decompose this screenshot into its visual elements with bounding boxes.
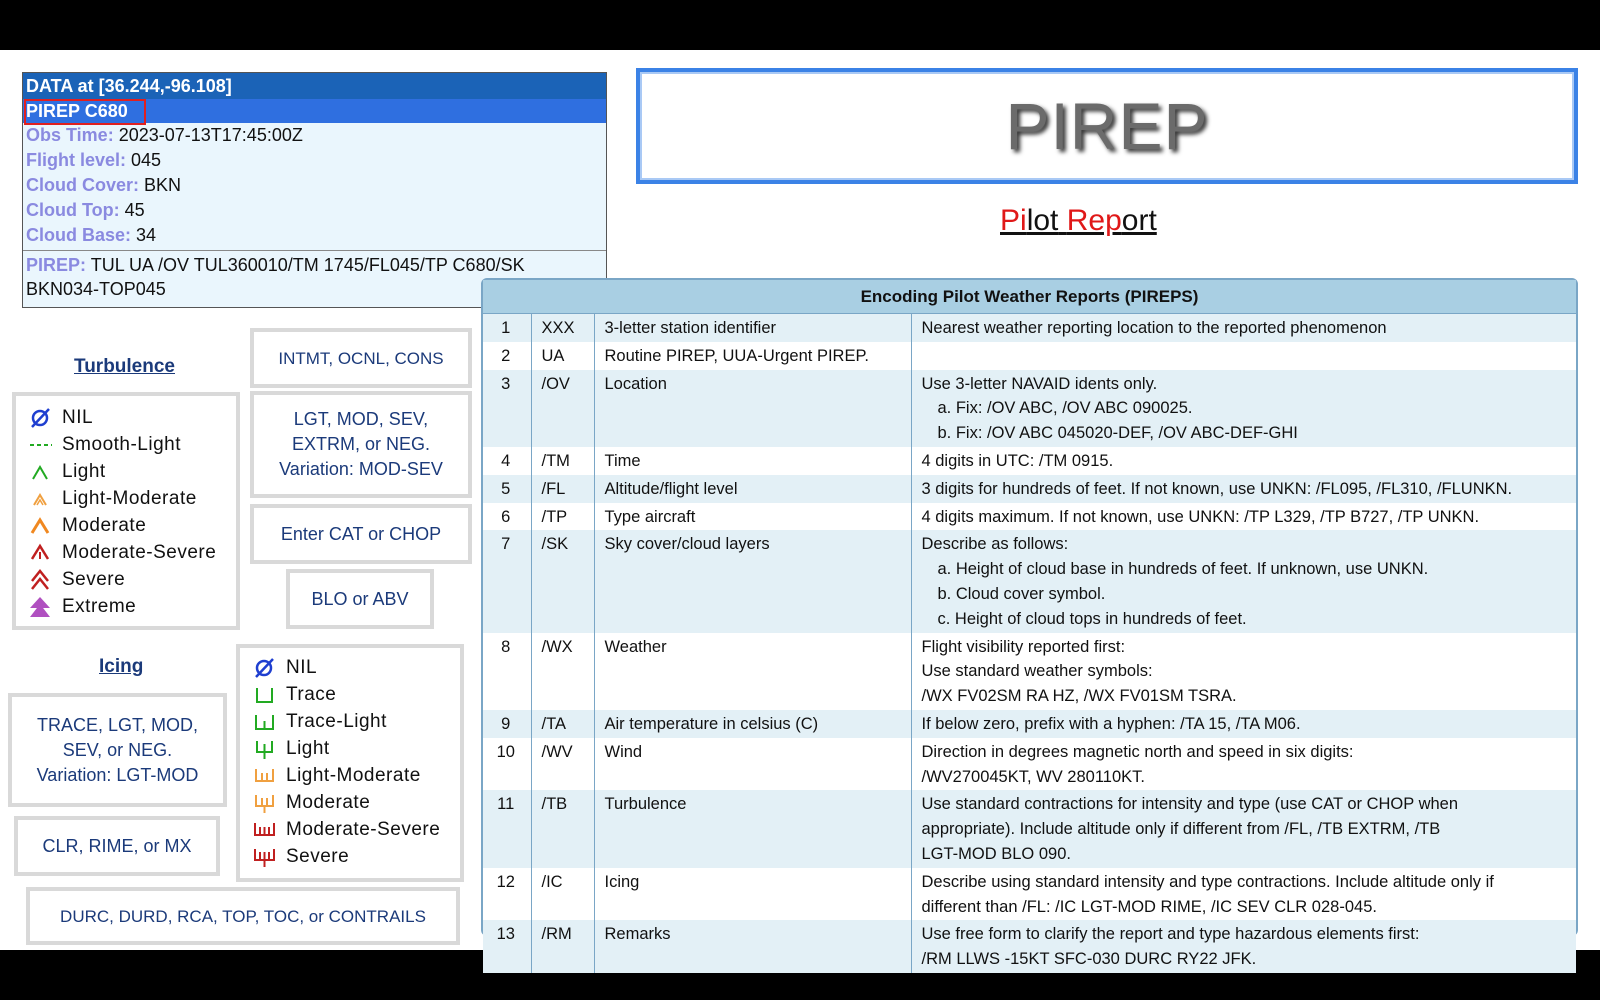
table-row	[483, 530, 1576, 632]
encoding-table	[481, 278, 1578, 969]
row-description-line: Flight visibility reported first:	[921, 637, 1126, 656]
popup-row	[23, 173, 606, 198]
legend-item	[240, 681, 460, 708]
popup-row-key: Obs Time:	[26, 125, 114, 145]
legend-item-label: NIL	[62, 406, 94, 428]
smooth-light-icon	[26, 433, 56, 457]
turbulence-frequency-box: INTMT, OCNL, CONS	[250, 328, 472, 388]
row-description-line: /WV270045KT, WV 280110KT.	[921, 767, 1145, 786]
page-title: PIREP	[1005, 89, 1209, 163]
row-description-line: Describe using standard intensity and type contractions. Include altitude only if	[921, 872, 1494, 891]
legend-item	[240, 789, 460, 816]
row-description-line: LGT-MOD BLO 090.	[921, 844, 1071, 863]
legend-item	[240, 654, 460, 681]
legend-item-label: Light-Moderate	[286, 764, 421, 786]
popup-subheader[interactable]	[23, 99, 606, 123]
moderate-severe-icing-icon	[250, 818, 280, 842]
row-element: Type aircraft	[594, 503, 911, 531]
legend-item-label: Moderate	[62, 514, 147, 536]
legend-item-label: Smooth-Light	[62, 433, 182, 455]
table-row	[483, 710, 1576, 738]
row-description-line: different than /FL: /IC LGT-MOD RIME, /IC SEV CLR 028-045.	[921, 897, 1377, 916]
light-icing-icon	[250, 737, 280, 761]
legend-item	[16, 431, 236, 458]
legend-item-label: Trace	[286, 683, 337, 705]
row-description-line: b. Cloud cover symbol.	[937, 584, 1106, 603]
subtitle-pi: Pi	[1000, 204, 1027, 237]
table-row	[483, 314, 1576, 342]
turbulence-legend	[12, 392, 240, 630]
subtitle-rep: Rep	[1066, 204, 1122, 237]
icing-intensity-line1: TRACE, LGT, MOD,	[36, 714, 198, 735]
row-element: Remarks	[594, 920, 911, 973]
popup-row-key: Cloud Base:	[26, 225, 132, 245]
row-code: UA	[531, 342, 594, 370]
popup-header: DATA at [36.244,-96.108]	[23, 73, 606, 99]
row-number: 2	[501, 346, 511, 365]
row-description-line: c. Height of cloud tops in hundreds of feet.	[937, 609, 1247, 628]
row-description	[911, 475, 1576, 503]
row-number: 9	[483, 710, 531, 738]
row-description	[911, 790, 1576, 867]
popup-row-value: 045	[131, 150, 162, 170]
row-description	[911, 868, 1576, 921]
moderate-severe-turb-icon	[26, 541, 56, 565]
row-description	[911, 633, 1576, 710]
light-moderate-icing-icon	[250, 764, 280, 788]
legend-item-label: NIL	[286, 656, 318, 678]
row-description	[911, 710, 1576, 738]
legend-item-label: Moderate-Severe	[62, 541, 217, 563]
popup-row	[23, 223, 606, 248]
title-box	[636, 68, 1578, 184]
table-row	[483, 633, 1576, 710]
turbulence-position-box: BLO or ABV	[286, 569, 434, 629]
row-code: /RM	[531, 920, 594, 973]
table-row	[483, 475, 1576, 503]
row-number: 12	[496, 872, 515, 891]
icing-legend	[236, 644, 464, 882]
table-row	[483, 342, 1576, 370]
table-row	[483, 503, 1576, 531]
turbulence-intensity-box	[250, 391, 472, 498]
legend-item-label: Severe	[286, 845, 350, 867]
row-code: /TB	[531, 790, 594, 867]
row-description-line: Nearest weather reporting location to the reported phenomenon	[921, 319, 1387, 337]
row-number: 3	[483, 370, 531, 447]
table-row	[483, 738, 1576, 791]
row-description-line: b. Fix: /OV ABC 045020-DEF, /OV ABC-DEF-GHI	[937, 424, 1298, 443]
legend-item-label: Severe	[62, 568, 126, 590]
legend-item-label: Light	[286, 737, 330, 759]
row-number: 11	[483, 790, 531, 867]
legend-item-label: Light-Moderate	[62, 487, 197, 509]
row-description	[911, 503, 1576, 531]
legend-item-label: Trace-Light	[286, 710, 387, 732]
legend-item	[240, 762, 460, 789]
turbulence-type-box: Enter CAT or CHOP	[250, 504, 472, 564]
row-code: /OV	[531, 370, 594, 447]
row-description	[911, 530, 1576, 632]
row-description-line: Use standard weather symbols:	[921, 662, 1153, 681]
row-description	[911, 342, 1576, 370]
legend-item-label: Moderate-Severe	[286, 818, 441, 840]
pirep-data-popup	[22, 72, 607, 308]
legend-item-label: Light	[62, 460, 106, 482]
icing-intensity-box	[8, 693, 227, 807]
popup-row-value: 34	[136, 225, 157, 245]
legend-item	[16, 458, 236, 485]
row-description-line: 3 digits for hundreds of feet. If not known, use UNKN: /FL095, /FL310, /FLUNKN.	[921, 479, 1513, 498]
row-element: Time	[594, 447, 911, 475]
row-description-line: a. Fix: /OV ABC, /OV ABC 090025.	[937, 399, 1193, 418]
row-element: Routine PIREP, UUA-Urgent PIREP.	[594, 342, 911, 370]
highlight-box	[24, 99, 146, 125]
row-description	[911, 920, 1576, 973]
legend-item	[16, 539, 236, 566]
legend-item	[240, 843, 460, 870]
icing-intensity-line2: SEV, or NEG.	[62, 739, 173, 760]
table-row	[483, 370, 1576, 447]
row-description	[911, 314, 1576, 342]
subtitle	[1000, 204, 1157, 238]
top-black-bar	[0, 0, 1600, 50]
extreme-turb-icon	[26, 595, 56, 619]
row-element: 3-letter station identifier	[594, 314, 911, 342]
row-number: 4	[501, 451, 511, 470]
remarks-contractions-box: DURC, DURD, RCA, TOP, TOC, or CONTRAILS	[26, 887, 460, 945]
row-code: XXX	[531, 314, 594, 342]
row-code: /WX	[531, 633, 594, 710]
legend-item	[16, 512, 236, 539]
row-element: Turbulence	[594, 790, 911, 867]
turb-intensity-line2: EXTRM, or NEG.	[291, 434, 430, 454]
turb-intensity-line3: Variation: MOD-SEV	[279, 459, 443, 479]
legend-item	[240, 816, 460, 843]
popup-row-value: 45	[124, 200, 145, 220]
popup-row-value: BKN	[144, 175, 182, 195]
row-element: Sky cover/cloud layers	[594, 530, 911, 632]
row-number: 13	[483, 920, 531, 973]
row-description	[911, 447, 1576, 475]
icing-type-box: CLR, RIME, or MX	[14, 816, 220, 876]
row-description-line: a. Height of cloud base in hundreds of feet. If unknown, use UNKN.	[937, 560, 1429, 579]
legend-item	[16, 593, 236, 620]
row-number: 5	[483, 475, 531, 503]
row-description-line: /WX FV02SM RA HZ, /WX FV01SM TSRA.	[921, 687, 1237, 706]
row-description-line: Direction in degrees magnetic north and speed in six digits:	[921, 742, 1354, 761]
legend-item	[240, 708, 460, 735]
row-element: Location	[594, 370, 911, 447]
legend-item	[16, 485, 236, 512]
trace-icing-icon	[250, 683, 280, 707]
row-code: /TM	[531, 447, 594, 475]
raw-pirep-key: PIREP:	[26, 255, 87, 275]
row-code: /TA	[531, 710, 594, 738]
row-description-line: /RM LLWS -15KT SFC-030 DURC RY22 JFK.	[921, 950, 1257, 969]
table-row	[483, 790, 1576, 867]
row-code: /TP	[531, 503, 594, 531]
row-description-line: appropriate). Include altitude only if different from /FL, /TB EXTRM, /TB	[921, 820, 1441, 839]
severe-turb-icon	[26, 568, 56, 592]
row-number: 7	[483, 530, 531, 632]
row-element: Wind	[594, 738, 911, 791]
row-number: 8	[501, 637, 511, 656]
subtitle-ort: ort	[1121, 204, 1157, 237]
row-number: 1	[483, 314, 531, 342]
row-number: 6	[501, 507, 511, 526]
moderate-turb-icon	[26, 514, 56, 538]
legend-item	[240, 735, 460, 762]
icing-intensity-line3: Variation: LGT-MOD	[36, 764, 199, 785]
light-moderate-turb-icon	[26, 487, 56, 511]
icing-heading: Icing	[99, 656, 144, 677]
row-code: /WV	[531, 738, 594, 791]
row-code: /SK	[531, 530, 594, 632]
legend-item	[16, 404, 236, 431]
row-description-line: Use standard contractions for intensity and type (use CAT or CHOP when	[921, 795, 1459, 814]
popup-row-key: Cloud Cover:	[26, 175, 140, 195]
table-row	[483, 447, 1576, 475]
popup-row	[23, 198, 606, 223]
row-element: Icing	[594, 868, 911, 921]
popup-row-key: Cloud Top:	[26, 200, 120, 220]
row-description-line: Use free form to clarify the report and type hazardous elements first:	[921, 925, 1420, 944]
popup-row-value: 2023-07-13T17:45:00Z	[118, 125, 303, 145]
popup-row-key: Flight level:	[26, 150, 127, 170]
severe-icing-icon	[250, 845, 280, 869]
row-description	[911, 738, 1576, 791]
raw-pirep-line1: TUL UA /OV TUL360010/TM 1745/FL045/TP C680/SK	[90, 255, 525, 275]
raw-pirep-line2: BKN034-TOP045	[26, 279, 166, 299]
popup-row	[23, 123, 606, 148]
turb-intensity-line1: LGT, MOD, SEV,	[293, 409, 429, 429]
row-element: Weather	[594, 633, 911, 710]
light-turb-icon	[26, 460, 56, 484]
row-element: Air temperature in celsius (C)	[594, 710, 911, 738]
row-description	[911, 370, 1576, 447]
legend-item-label: Extreme	[62, 595, 137, 617]
turbulence-heading: Turbulence	[74, 356, 175, 377]
table-row	[483, 920, 1576, 973]
nil-icon	[26, 406, 56, 430]
popup-subheader-label: PIREP C680	[26, 101, 128, 121]
row-code: /IC	[531, 868, 594, 921]
table-title: Encoding Pilot Weather Reports (PIREPS)	[483, 280, 1576, 314]
row-element: Altitude/flight level	[594, 475, 911, 503]
row-description-line: Use 3-letter NAVAID idents only.	[921, 374, 1158, 393]
table-row	[483, 868, 1576, 921]
subtitle-lot: lot	[1026, 204, 1059, 237]
row-description-line: If below zero, prefix with a hyphen: /TA 15, /TA M06.	[921, 714, 1301, 733]
moderate-icing-icon	[250, 791, 280, 815]
row-description-line: 4 digits in UTC: /TM 0915.	[921, 451, 1114, 470]
trace-light-icing-icon	[250, 710, 280, 734]
legend-item	[16, 566, 236, 593]
row-number: 10	[496, 742, 515, 761]
row-description-line: Describe as follows:	[921, 535, 1069, 554]
row-code: /FL	[531, 475, 594, 503]
popup-row	[23, 148, 606, 173]
nil-icon	[250, 656, 280, 680]
legend-item-label: Moderate	[286, 791, 371, 813]
row-description-line: 4 digits maximum. If not known, use UNKN: /TP L329, /TP B727, /TP UNKN.	[921, 507, 1480, 526]
